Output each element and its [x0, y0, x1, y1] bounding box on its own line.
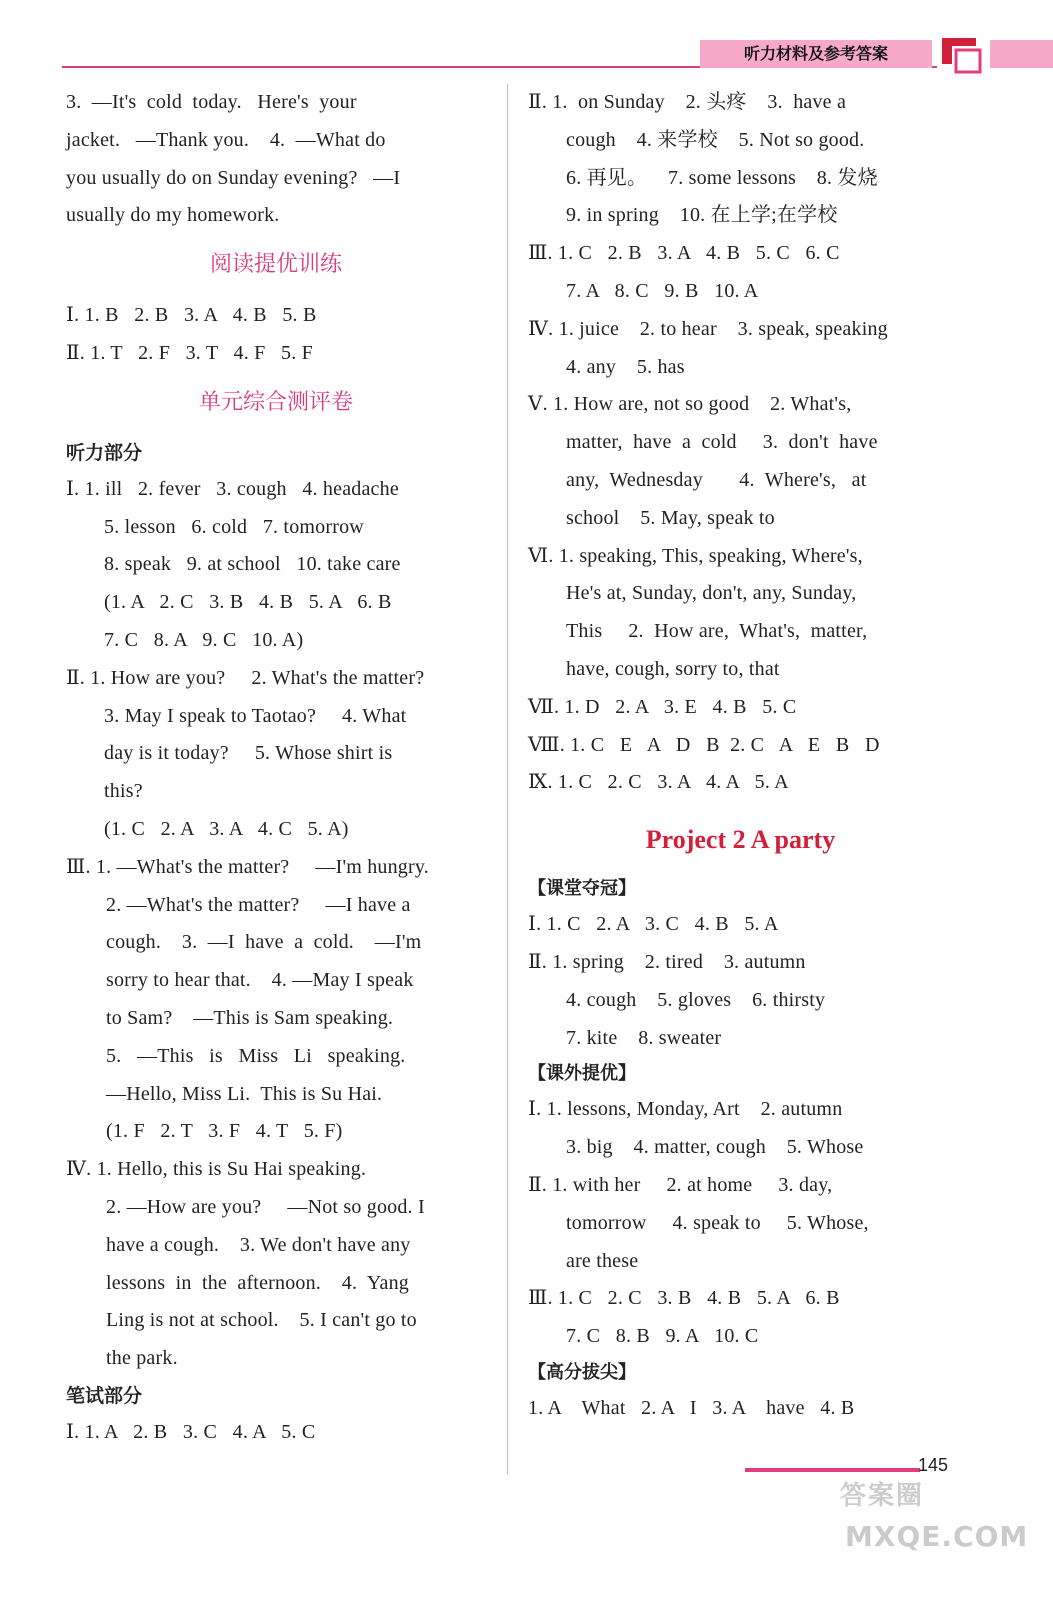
answer-line: school 5. May, speak to — [566, 506, 775, 529]
watermark-url: MXQE.COM — [845, 1520, 1029, 1553]
answer-line: to Sam? —This is Sam speaking. — [106, 1006, 394, 1029]
answer-line: 5. —This is Miss Li speaking. — [106, 1044, 406, 1067]
header-logo-icon — [938, 34, 982, 74]
answer-line: Ⅳ. 1. juice 2. to hear 3. speak, speaking — [528, 317, 888, 340]
answer-line: 7. A 8. C 9. B 10. A — [566, 279, 759, 302]
column-divider — [507, 84, 508, 1474]
answer-line: 5. lesson 6. cold 7. tomorrow — [104, 515, 364, 538]
answer-line: 8. speak 9. at school 10. take care — [104, 553, 401, 576]
answer-line: 3. —It's cold today. Here's your — [66, 91, 357, 113]
answer-line: matter, have a cold 3. don't have — [566, 431, 878, 454]
answer-line: He's at, Sunday, don't, any, Sunday, — [566, 582, 857, 605]
answer-line: 2. —How are you? —Not so good. I — [106, 1195, 425, 1218]
answer-line: Ⅱ. 1. on Sunday 2. 头疼 3. have a — [528, 91, 847, 113]
answer-line: Ⅱ. 1. with her 2. at home 3. day, — [528, 1173, 833, 1196]
answer-line: Ⅰ. 1. A 2. B 3. C 4. A 5. C — [66, 1420, 316, 1443]
answer-line: 4. any 5. has — [566, 355, 685, 378]
left-column — [66, 84, 486, 1452]
listening-section-label: 听力部分 — [66, 441, 143, 464]
bracket-extracurricular: 【课外提优】 — [528, 1063, 636, 1085]
answer-line: you usually do on Sunday evening? —I — [66, 166, 401, 189]
reading-section-title: 阅读提优训练 — [209, 252, 342, 278]
answer-line: Ⅲ. 1. C 2. C 3. B 4. B 5. A 6. B — [528, 1287, 840, 1310]
answer-line: day is it today? 5. Whose shirt is — [104, 742, 393, 765]
extracurricular-answers — [528, 1091, 953, 1356]
answer-line: Ⅳ. 1. Hello, this is Su Hai speaking. — [66, 1158, 367, 1181]
answer-line: cough. 3. —I have a cold. —I'm — [106, 931, 422, 954]
answer-line: 3. May I speak to Taotao? 4. What — [104, 704, 407, 727]
unit-test-title: 单元综合测评卷 — [198, 389, 353, 415]
bracket-classroom: 【课堂夺冠】 — [528, 878, 636, 900]
classroom-answers — [528, 906, 953, 1057]
answer-line: (1. C 2. A 3. A 4. C 5. A) — [104, 817, 349, 840]
header-title: 听力材料及参考答案 — [700, 40, 932, 68]
answer-line: Ⅴ. 1. How are, not so good 2. What's, — [528, 393, 852, 416]
header-bar — [990, 40, 1053, 68]
answer-line: the park. — [106, 1347, 178, 1370]
answer-line: (1. F 2. T 3. F 4. T 5. F) — [106, 1120, 343, 1143]
answer-line: Ⅶ. 1. D 2. A 3. E 4. B 5. C — [528, 695, 797, 718]
left-continued-answers — [66, 84, 486, 235]
project-title: Project 2 A party — [645, 825, 836, 855]
answer-line: —Hello, Miss Li. This is Su Hai. — [106, 1082, 383, 1105]
answer-line: Ⅱ. 1. T 2. F 3. T 4. F 5. F — [66, 341, 313, 364]
answer-line: 4. cough 5. gloves 6. thirsty — [566, 988, 826, 1011]
answer-line: Ⅲ. 1. C 2. B 3. A 4. B 5. C 6. C — [528, 242, 840, 265]
page-number: 145 — [918, 1455, 949, 1475]
answer-line: 3. big 4. matter, cough 5. Whose — [566, 1136, 864, 1159]
bracket-top-score: 【高分拔尖】 — [528, 1361, 636, 1383]
answer-line: Ⅱ. 1. How are you? 2. What's the matter? — [66, 666, 425, 689]
listening-answers — [66, 471, 486, 1378]
reading-answers — [66, 297, 486, 373]
right-column — [528, 84, 953, 1428]
answer-line: Ⅸ. 1. C 2. C 3. A 4. A 5. A — [528, 771, 789, 794]
answer-line: Ⅰ. 1. ill 2. fever 3. cough 4. headache — [66, 477, 399, 500]
footer-rule — [745, 1468, 920, 1472]
answer-line: Ling is not at school. 5. I can't go to — [106, 1309, 417, 1332]
answer-line: cough 4. 来学校 5. Not so good. — [566, 128, 865, 151]
watermark-logo: 答案圈 — [840, 1481, 925, 1511]
answer-line: 7. C 8. B 9. A 10. C — [566, 1325, 759, 1348]
answer-line: Ⅲ. 1. —What's the matter? —I'm hungry. — [66, 855, 429, 878]
answer-line: tomorrow 4. speak to 5. Whose, — [566, 1211, 869, 1234]
written-section-label: 笔试部分 — [66, 1384, 143, 1407]
answer-line: any, Wednesday 4. Where's, at — [566, 468, 867, 491]
answer-line: are these — [566, 1249, 639, 1272]
answer-line: usually do my homework. — [66, 204, 280, 227]
answer-line: This 2. How are, What's, matter, — [566, 620, 868, 643]
answer-line: have a cough. 3. We don't have any — [106, 1233, 411, 1256]
written-answers — [66, 1414, 486, 1452]
answer-line: Ⅷ. 1. C E A D B 2. C A E B D — [528, 733, 880, 756]
right-continued-answers — [528, 84, 953, 802]
answer-line: 7. C 8. A 9. C 10. A) — [104, 628, 304, 651]
answer-line: Ⅰ. 1. lessons, Monday, Art 2. autumn — [528, 1098, 843, 1121]
answer-line: 9. in spring 10. 在上学;在学校 — [566, 204, 838, 227]
answer-line: Ⅱ. 1. spring 2. tired 3. autumn — [528, 950, 806, 973]
top-score-answers — [528, 1390, 953, 1428]
answer-line: Ⅰ. 1. C 2. A 3. C 4. B 5. A — [528, 913, 779, 936]
answer-line: 1. A What 2. A I 3. A have 4. B — [528, 1396, 855, 1419]
answer-line: this? — [104, 780, 143, 803]
answer-line: jacket. —Thank you. 4. —What do — [66, 128, 386, 151]
answer-line: sorry to hear that. 4. —May I speak — [106, 969, 414, 992]
answer-line: 2. —What's the matter? —I have a — [106, 893, 411, 916]
answer-line: (1. A 2. C 3. B 4. B 5. A 6. B — [104, 591, 392, 614]
answer-line: have, cough, sorry to, that — [566, 657, 780, 680]
answer-line: 6. 再见。 7. some lessons 8. 发烧 — [566, 166, 878, 189]
answer-line: Ⅵ. 1. speaking, This, speaking, Where's, — [528, 544, 863, 567]
answer-line: 7. kite 8. sweater — [566, 1026, 722, 1049]
answer-line: lessons in the afternoon. 4. Yang — [106, 1271, 409, 1294]
answer-line: Ⅰ. 1. B 2. B 3. A 4. B 5. B — [66, 304, 317, 327]
